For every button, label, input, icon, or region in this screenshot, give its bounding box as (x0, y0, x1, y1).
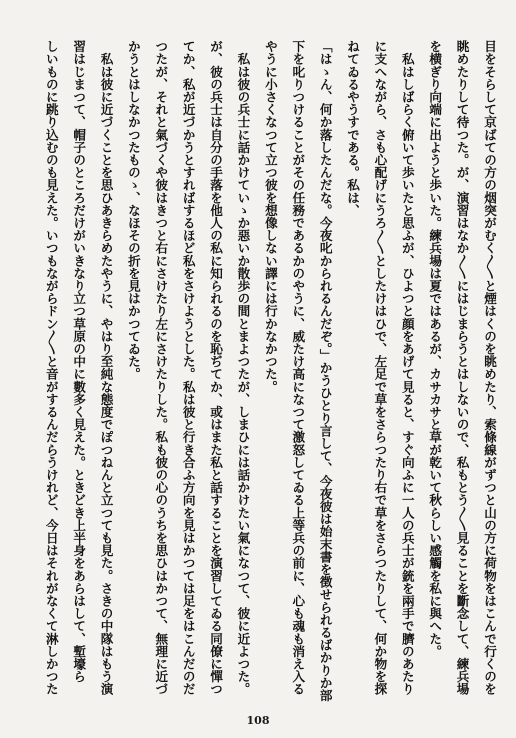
text-line: 私はしばらく俯いて歩いたと思ふが、ひよつと顔をあげて見ると、すぐ向ふに一人の兵士が銃を兩手で臍のあたり (399, 40, 415, 696)
text-body (37, 40, 503, 708)
text-line: が、彼の兵士は自分の手落を他人の私に知られるのを恥ぢてか、或はまた私と話することを演習してゐる同僚に憚つ (208, 40, 224, 696)
text-line: 目をそらして京ばての方の烟突がむく〳〵と煙はくのを眺めたり、索條線がずつと山の方に荷物をはこんで行くのを (482, 40, 497, 696)
text-line: ねてゐるやうすである。私は、 (345, 40, 361, 217)
page-number: 108 (246, 714, 270, 727)
text-line: 習はじまつて、帽子のところだけがいきなり立つ草原の中に數多く見えた。ときどき上半身をあらはして、塹壕ら (71, 40, 87, 683)
text-line: に支へながら、さも心配げにうろ〳〵としたけはひで、左足で草をさらつたり右で草をさらつたりして、何か物を探 (372, 40, 388, 696)
text-line: 「はゝん、何か落したんだな。今夜叱かられるんだぞ。」かうひとり言して、今夜彼は始末書を徴せられるばかりか部 (317, 40, 333, 702)
text-line: つたが、それと氣づくや彼はきつと右にさけたり左にさけたりした。私も彼の心のうちを思ひはかつて、無理に近づ (153, 40, 169, 696)
text-line: 眺めたりして待つた。が、演習はなか〳〵にはじまらうとはしないので、私もとう〳〵見ることを斷念して、練兵場 (454, 40, 470, 696)
text-line: しいものに跳り込むのも見えた。いつもながらドン〳〵と音がするんだらうけれど、今日はそれがなくて淋しかつた (43, 40, 59, 696)
text-line: てか、私が近づかうとすればするほど私をさけようとした。私は彼と行き合ふ方向を見はかつては足をはこんだのだ (180, 40, 196, 696)
text-line: 私は彼に近づくことを思ひあきらめたやうに、やはり至純な態度でぽつねんと立つても見た。さきの中隊はもう演 (98, 40, 114, 696)
text-line: 私は彼の兵士に話かけていゝか惡いか散歩の間とまよつたが、しまひには話かけたい氣になつて、彼に近よつた。 (235, 40, 251, 696)
text-line: かうとはしなかつたものゝ、なほその折を見はかつてゐた。 (125, 40, 141, 381)
text-line: 下を叱りつけることがその任務であるかのやうに、威たけ高になつて激怒してゐる上等兵の前に、心も魂も消え入る (290, 40, 306, 696)
text-line: を横ぎり向端に出ようと歩いた。練兵場は夏ではあるが、カサカサと草が乾いて秋らしい感觸を私に與へた。 (427, 40, 443, 658)
text-line: やうに小さくなつて立つ彼を想像しない譯には行かなかつた。 (262, 40, 278, 393)
